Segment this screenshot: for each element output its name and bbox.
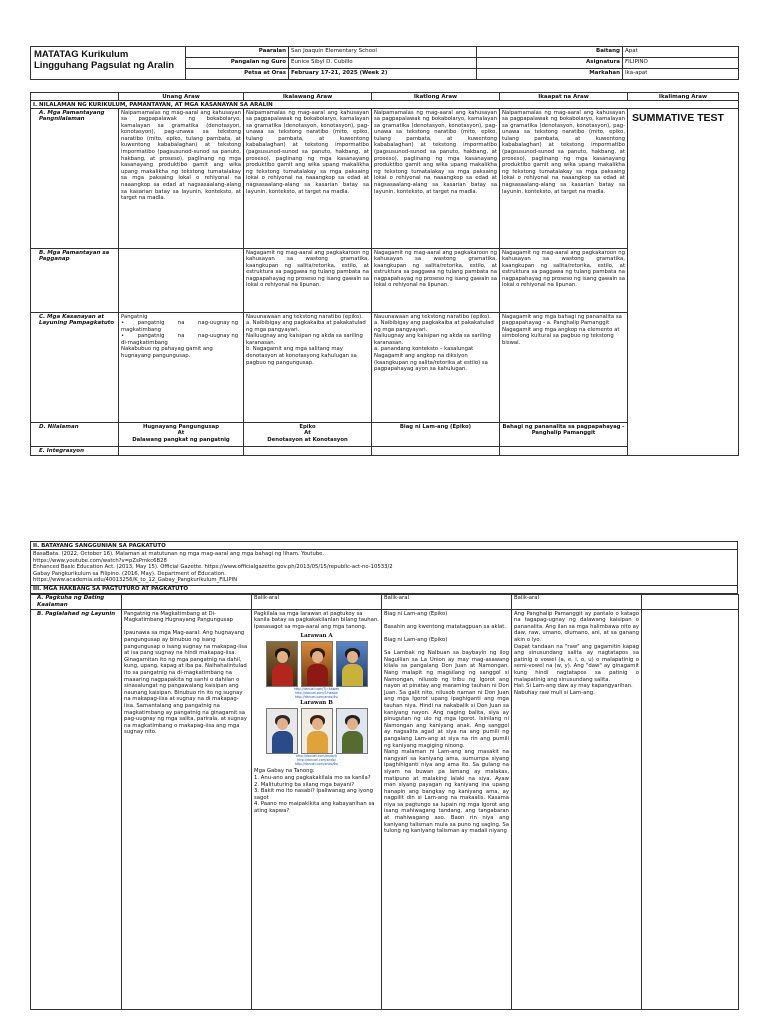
content-cell: Naipamamalas ng mag-aaral ang kahusayan sa pagpapalawak ng bokabolaryo, kamalayan sa gramatika (denotasyon, konotasyon), pag-unawa sa tekstong naratibo (mito, epiko, tulang pambata, at kuwentong kababalaghan) at tekstong impormatibo (pagsusunod-sunod sa panuto, hakbang, at proseso), paglinang ng mga kasanayang produktibo gamit ang wika upang makalikha ng tekstong tumatalakay sa mga paksaing lokal o rehiyonal na naaangkop sa edad at nagsasaalang-alang sa kasarian batay sa layunin, konteksto, at target na madla. [244,109,372,249]
content-cell: Nagagamit ng mag-aaral ang pagkakaroon ng kahusayan sa wastong gramatika, kaangkupan ng salita/retorika, estilo, at estruktura sa paggawa ng tulang pambata na nagpapahayag ng proseso ng isang gawain sa lokal o rehiyonal na lipunan. [372,249,500,313]
content-cell: Balik-aral [252,594,382,609]
reference-line: Gabay Pangkurikulum sa Filipino. (2016, May). Department of Education. [33,570,226,577]
section3-table [30,594,739,1010]
hero-portrait-image [336,641,368,687]
field-label: Markahan [477,69,623,80]
field-value: Apat [623,47,739,58]
row-label: A. Pagkuha ng Dating Kaalaman [31,594,122,609]
content-cell [642,610,739,1010]
field-value: San Joaquin Elementary School [289,47,477,58]
content-cell: Bahagi ng pananalita sa pagpapahayag - Panghalip Pamanggit [500,423,628,447]
content-cell: Nauunawaan ang tekstong naratibo (epiko). a. Naibibigay ang pagkakaiba at pakakatulad ng mga pangyayari. Nailuugnay ang kaisipan ng akda sa sariling karanasan. b. Nagagamit ang mga salitang may denotasyon at konotasyong kahulugan sa pagbuo ng pangungusap. [244,313,372,423]
references-cell [31,550,738,586]
content-cell: Pangatnig na Magkatimbang at Di-Magkatimbang Hugnayang Pangungusap Ipaunawa sa mga Mag-aaral: Ang hugnayang pangungusap ay binubuo ng isang pangungusap o isang sugnay na makapag-iisa at isa pang sugnay na hindi makapag-iisa. Ginagamitan ito ng mga pangatnig na dahil, kung, upang, kapag at iba pa. Naihahalintulad ito sa pangatnig na di-magkatimbang na maaaring nagpapakita ng sanhi o dahilan o sinasalungat ng pangawalang kaisipan ang naunang kaisipan. Binubuo rin ito ng sugnay na makapag-iisa at sugnay na di makapag-iisa. Samantalang ang pangatnig na magkatimbang ay pangatnig na ginagamit sa pag-uugnay ng mga salita, parirala, at sugnay na magkatimbang o makapag-iisa ang mga sugnay nito. [122,610,252,1010]
field-label: Pangalan ng Guro [186,58,289,69]
content-cell: Balik-aral [382,594,512,609]
row-label: B. Mga Pamantayan sa Pagganap [31,249,119,313]
day-header: Unang Araw [119,93,244,101]
row-label: A. Mga Pamantayang Pangnilalaman [31,109,119,249]
document-title: MATATAG Kurikulum Lingguhang Pagsulat ng Aralin [31,47,186,80]
section2-table [30,541,738,594]
row-label: D. Nilalaman [31,423,119,447]
content-cell [372,447,500,456]
field-label: Baitang [477,47,623,58]
content-cell: Naipamamalas ng mag-aaral ang kahusayan sa pagpapalawak ng bokabolaryo, kamalayan sa gramatika (denotasyon, konotasyon), pag-unawa sa tekstong naratibo (mito, epiko, tulang pambata, at kuwentong kababalaghan) at tekstong impormatibo (pagsusunod-sunod sa panuto, hakbang, at proseso), paglinang ng mga kasanayang produktibo gamit ang wika upang makalikha ng tekstong tumatalakay sa mga paksaing lokal o rehiyonal na naaangkop sa edad at nagsasaalang-alang sa kasarian batay sa layunin, konteksto, at target na madla. [372,109,500,249]
content-cell: Naipamamalas ng mag-aaral ang kahusayan sa pagpapalawak ng bokabolaryo, kamalayan sa gramatika (denotasyon, konotasyon), pag-unawa sa tekstong naratibo (mito, epiko, tulang pambata, at kuwentong kababalaghan) at tekstong impormatibo (pagsusunod-sunod sa panuto, hakbang, at proseso), paglinang ng mga kasanayang produktibo gamit ang wika upang makalikha ng tekstong tumatalakay sa mga paksaing lokal o rehiyonal na naaangkop sa edad at nagsasaalang-alang sa kasarian batay sa layunin, konteksto, at target na madla. [119,109,244,249]
section-title: III. MGA HAKBANG SA PAGTUTURO AT PAGKATUTO [31,585,738,593]
content-cell [244,447,372,456]
row-label: C. Mga Kasanayan at Layuning Pampagkatuto [31,313,119,423]
section-title: II. BATAYANG SANGGUNIAN SA PAGKATUTO [31,542,738,550]
day2-cell [252,610,382,1010]
person-portrait-image [266,708,298,754]
day-header: Ikalimang Araw [628,93,739,101]
field-label: Asignatura [477,58,623,69]
day-header: Ikalawang Araw [244,93,372,101]
content-cell: Hugnayang Pangungusap At Dalawang pangkat ng pangatnig [119,423,244,447]
reference-link[interactable]: https://www.academia.edu/40013256/K_to_12_Gabay_Pangkurikulum_FILIPIN [33,577,238,584]
content-cell: Epiko At Denotasyon at Konotasyon [244,423,372,447]
corner-cell [31,93,119,101]
field-label: Paaralan [186,47,289,58]
person-portrait-image [336,708,368,754]
image-source-links: http://danuel.com/ando/f/ http://danuel.com/ando/ http://danuel.com/ando/6s/ [294,754,339,766]
section1-table [30,92,739,456]
content-cell: Pangatnig • pangatnig na nag-uugnay ng magkatimbang • pangatnig na nag-uugnay ng di-magkatimbang Nakabubuo ng pahayag gamit ang hugnayang pangungusap. [119,313,244,423]
content-cell: Biag ni Lam-ang (Epiko) [372,423,500,447]
image-source-links: http://danuel.com/?/=hawak http://danuel.com/?/hawak http://danuel.com/ando/4s/ [293,687,340,699]
lesson-plan-bottom [30,541,738,1010]
field-value: February 17-21, 2025 (Week 2) [289,69,477,80]
field-value: Eunice Sibyl D. Cubillo [289,58,477,69]
content-cell: Nagagamit ng mag-aaral ang pagkakaroon ng kahusayan sa wastong gramatika, kaangkupan ng salita/retorika, estilo, at estruktura sa paggawa ng tulang pambata na nagpapahayag ng proseso ng isang gawain sa lokal o rehiyonal na lipunan. [500,249,628,313]
reference-link[interactable]: https://www.youtube.com/watch?v=pZsPmkc6B28 [33,557,167,564]
image-label: Larawan A [300,633,333,640]
day2-intro: Pagkilala sa mga larawan at pagtukoy sa kanila batay sa pagkakakilanlan bilang tauhan. Ipasasagot sa mga-aaral ang mga tanong. [254,610,381,630]
content-cell: Balik-aral [512,594,642,609]
content-cell [119,447,244,456]
header-table [30,46,739,80]
field-value: FILIPINO [623,58,739,69]
field-label: Petsa at Oras [186,69,289,80]
lesson-plan-top [30,46,738,456]
content-cell: Nauunawaan ang tekstong naratibo (epiko). a. Naibibigay ang pagkakaiba at pakakatulad ng mga pangyayari. Nailuugnay ang kaisipan ng akda sa sariling karanasan. a. panandang konteksto – kasalungat Nagagamit ang angkop na diksiyon (kaangkupan ng salita/retorika at estilo) sa pagpapahayag ayon sa kahulugan. [372,313,500,423]
day-header: Ikatlong Araw [372,93,500,101]
section-title: I. NILALAMAN NG KURIKULUM, PAMANTAYAN, AT MGA KASANAYAN SA ARALIN [31,101,739,109]
summative-test-label: SUMMATIVE TEST [628,109,739,456]
field-value: Ika-apat [623,69,739,80]
content-cell [642,594,739,609]
hero-portrait-image [301,641,333,687]
hero-portrait-image [266,641,298,687]
content-cell [122,594,252,609]
day-header: Ikaapat na Araw [500,93,628,101]
content-cell: Nagagamit ng mag-aaral ang pagkakaroon ng kahusayan sa wastong gramatika, kaangkupan ng salita/retorika, estilo, at estruktura sa paggawa ng tulang pambata na nagpapahayag ng proseso ng isang gawain sa lokal o rehiyonal na lipunan. [244,249,372,313]
reference-line: BasaBata. (2022, October 16). Malaman at matutunan ng mga mag-aaral ang mga bahagi ng liham. Youtube. [33,551,325,557]
content-cell: Naipamamalas ng mag-aaral ang kahusayan sa pagpapalawak ng bokabolaryo, kamalayan sa gramatika (denotasyon, konotasyon), pag-unawa sa tekstong naratibo (mito, epiko, tulang pambata, at kuwentong kababalaghan) at tekstong impormatibo (pagsusunod-sunod sa panuto, hakbang, at proseso), paglinang ng mga kasanayang produktibo gamit ang wika upang makalikha ng tekstong tumatalakay sa mga paksaing lokal o rehiyonal na naaangkop sa edad at nagsasaalang-alang sa kasarian batay sa layunin, konteksto, at target na madla. [500,109,628,249]
row-label: E. Integrasyon [31,447,119,456]
image-label: Larawan B [300,700,333,707]
content-cell: Ang Panghalip Pamanggit ay pantalo o katago na tagapag-ugnay ng dalawang kaisipan o pananalita. Ang ilan sa mga halimbawa nito ay daw, raw, umano, diumano, ani, at sa ganang akin o iyo. Dapat tandaan na "raw" ang gagamitin kapag ang sinusundang salita ay nagtatapos sa patinig o vowel (a, e, i, o, u) o malapatinig o semi-vowel na (w, y). Ang "daw" ay ginagamit kung hindi nagtatapos sa patinig o malapatinig ang sinusundang salita. Hal: Si Lam-ang daw ay may kapangyarihan. Nabuhay raw muli si Lam-ang. [512,610,642,1010]
row-label: B. Paglalahad ng Layunin [31,610,122,1010]
reference-line: Enhanced Basic Education Act. (2013, May 15). Official Gazette. https://www.officialgazette.gov.ph/2013/05/15/republic-act-no-10533/2 [33,564,393,571]
person-portrait-image [301,708,333,754]
content-cell [119,249,244,313]
picture-set-a [254,630,379,768]
content-cell [500,447,628,456]
guide-questions: Mga Gabay na Tanong: 1. Anu-ano ang pagkakakilala mo sa kanila? 2. Malituturing ba silang mga bayani? 3. Bakit mo ito nasabi? Ipaliwanag ang iyong sagot 4. Paano mo maipakikita ang kabayanihan sa ating kapwa? [254,768,375,814]
content-cell: Biag ni Lam-ang (Epiko) Basahin ang kwentong matatagpuan sa aklat. Biag ni Lam-ang (Epiko) Sa Lambak ng Nalbuan sa baybayin ng ilog Naguilian sa La Union ay may mag-asawang kilala sa pangalang Don Juan at Namongan. Nang malapit ng magsilang ng sanggol si Namongan, nilusob ng tribu ng Igorot ang nayon at pinatay ang maraming tauhan ni Don Juan. Sa galit nito, nilusob naman ni Don Juan ang mga Igorot upang ipaghiganti ang mga tauhan niya. Hindi na nakabalik si Don Juan sa kaniyang nayon. Ang naging balita, siya ay pinugutan ng ulo ng mga Igorot. Isinilang ni Namongan ang kaniyang anak. Ang sanggol ay nagsalita agad at siya na ang pumili ng pangalang Lam-ang at siya na rin ang pumili ng kaniyang magiging ninong. Nang malaman ni Lam-ang ang masakit na nangyari sa kaniyang ama, sumumpa siyang ipaghihiganti niya ang ama ito. Sa gulang na siyam na buwan pa lamang ay malakas, matipuno at malaking lalaki na siya. Ayaw man siyang payagan ng kaniyang ina upang hanapin ang bangkay ng kaniyang ama, ay nagpilit din si Lam-ang na makaalis. Kasama niya sa pagtungo sa lupain ng mga Igorot ang isang mahiwagang tandang, ang tangabaran at mahiwagang aso. Baon rin niya ang kaniyang talisman mula sa puno ng saging. Sa tulong ng kaniyang talisman ay madali niyang [382,610,512,1010]
content-cell: Nagagamit ang mga bahagi ng pananalita sa pagpapahayag - a. Panghalip Pamanggit Nagagamit ang mga angkop na elemento at simbolong kultural sa pagbuo ng tekstong biswal. [500,313,628,423]
